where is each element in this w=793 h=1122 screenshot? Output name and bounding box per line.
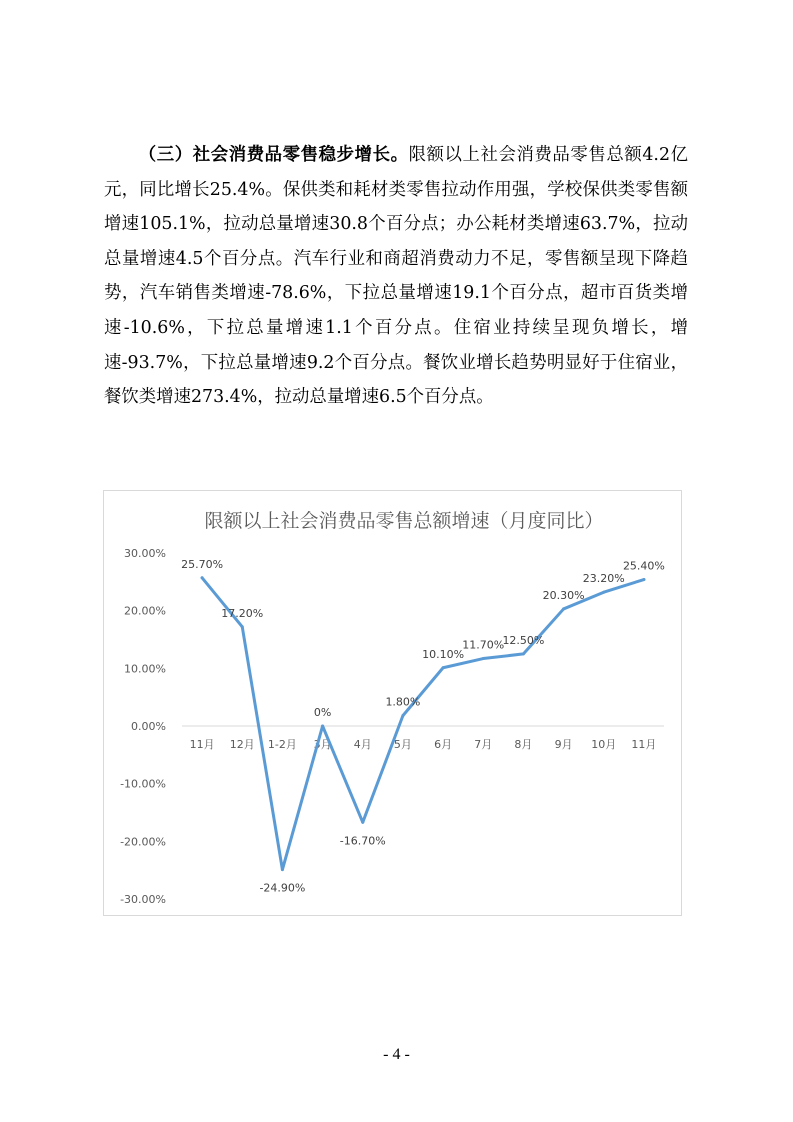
y-tick-label: 10.00%: [124, 662, 166, 676]
line-chart: [104, 491, 681, 915]
data-point: [281, 868, 284, 871]
y-tick-label: -30.00%: [120, 893, 166, 906]
section-heading: （三）社会消费品零售稳步增长。: [138, 145, 409, 165]
data-point: [442, 666, 445, 669]
series-line: [202, 578, 644, 870]
x-tick-label: 4月: [353, 738, 372, 751]
x-tick-label: 5月: [393, 738, 412, 751]
y-tick-label: -10.00%: [120, 777, 166, 791]
x-tick-label: 11月: [189, 738, 215, 751]
data-label: -24.90%: [259, 881, 306, 895]
data-label: 12.50%: [502, 633, 545, 647]
x-tick-label: 1-2月: [267, 738, 297, 751]
x-tick-label: 7月: [474, 738, 493, 751]
x-tick-label: 9月: [554, 738, 573, 751]
chart-title: 限额以上社会消费品零售总额增速（月度同比）: [204, 510, 604, 532]
data-point: [642, 578, 645, 581]
x-tick-label: 11月: [631, 738, 657, 751]
data-label: 17.20%: [221, 606, 264, 620]
data-point: [361, 821, 364, 824]
data-point: [401, 714, 404, 717]
data-label: 11.70%: [462, 638, 505, 652]
y-tick-label: 0.00%: [131, 720, 166, 733]
x-tick-label: 10月: [591, 738, 617, 751]
y-tick-label: -20.00%: [120, 835, 166, 849]
data-point: [562, 607, 565, 610]
data-point: [201, 576, 204, 579]
data-label: 10.10%: [422, 647, 465, 661]
x-tick-label: 3月: [313, 738, 332, 751]
data-point: [522, 652, 525, 655]
x-tick-label: 12月: [229, 738, 255, 751]
data-point: [482, 657, 485, 660]
y-tick-label: 30.00%: [124, 547, 166, 560]
data-point: [321, 725, 324, 728]
y-tick-label: 20.00%: [124, 604, 166, 618]
data-label: 0%: [313, 706, 332, 719]
data-label: 25.40%: [622, 559, 665, 573]
data-label: 23.20%: [582, 572, 625, 586]
body-paragraph: [104, 138, 688, 415]
data-label: 1.80%: [385, 695, 421, 709]
data-point: [602, 591, 605, 594]
data-label: 20.30%: [542, 588, 585, 602]
data-point: [241, 625, 244, 628]
x-tick-label: 6月: [434, 738, 453, 751]
chart-container: [103, 490, 682, 916]
x-tick-label: 8月: [514, 738, 533, 751]
page-number: - 4 -: [383, 1046, 410, 1063]
data-label: 25.70%: [181, 557, 224, 571]
data-label: -16.70%: [339, 834, 386, 848]
paragraph-text: 限额以上社会消费品零售总额4.2亿元，同比增长25.4%。保供类和耗材类零售拉动作用强，学校保供类零售额增速105.1%，拉动总量增速30.8个百分点；办公耗材类增速63.7%，拉动总量增速4.5个百分点。汽车行业和商超消费动力不足，零售额呈现下降趋势，汽车销售类增速-78.6%，下拉总量增速19.1个百分点，超市百货类增速-10.6%，下拉总量增速1.1个百分点。住宿业持续呈现负增长，增速-93.7%，下拉总量增速9.2个百分点。餐饮业增长趋势明显好于住宿业，餐饮类增速273.4%，拉动总量增速6.5个百分点。: [104, 145, 688, 408]
